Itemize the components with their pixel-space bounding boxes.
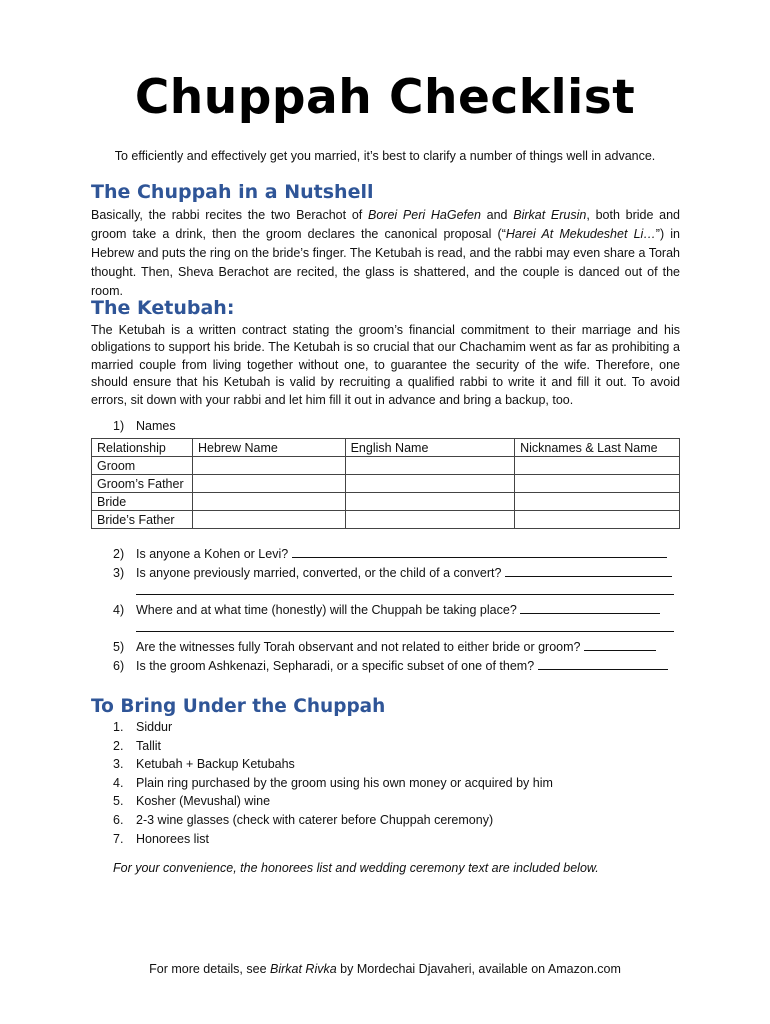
footer-book-title: Birkat Rivka	[270, 962, 337, 976]
row-label: Bride’s Father	[92, 511, 193, 529]
table-row	[92, 493, 680, 511]
nutshell-text-2: , both bride and groom take a drink, then the groom declares the canonical proposal (“	[91, 208, 681, 241]
list-item	[91, 776, 680, 795]
nickname-field[interactable]	[515, 511, 680, 529]
question-item	[91, 547, 680, 566]
names-label: Names	[136, 419, 176, 433]
list-text: Tallit	[136, 738, 162, 753]
nickname-field[interactable]	[515, 457, 680, 475]
nutshell-italic-erusin: Birkat Erusin	[513, 208, 587, 222]
nutshell-paragraph	[91, 206, 680, 301]
question-item	[91, 566, 680, 585]
page-title: Chuppah Checklist	[134, 70, 636, 125]
nutshell-text-3: ”) in Hebrew and puts the ring on the bride’s finger. The Ketubah is read, and the rabbi may even share a Torah thought. Then, Sheva Berachot are recited, the glass is shattered, and the couple is danced out of the room.	[91, 227, 680, 298]
nutshell-text-and: and	[480, 208, 514, 222]
nickname-field[interactable]	[515, 475, 680, 493]
hebrew-name-field[interactable]	[192, 475, 345, 493]
list-text: Honorees list	[136, 831, 209, 846]
header-hebrew-name: Hebrew Name	[192, 439, 345, 457]
english-name-field[interactable]	[345, 511, 515, 529]
list-number: 4.	[113, 775, 124, 790]
list-item	[91, 757, 680, 776]
hebrew-name-field[interactable]	[192, 511, 345, 529]
question-line	[136, 566, 672, 580]
header-nicknames: Nicknames & Last Name	[515, 439, 680, 457]
question-number: 3)	[113, 565, 125, 580]
question-text: Is the groom Ashkenazi, Sepharadi, or a specific subset of one of them?	[136, 658, 535, 673]
list-text: Kosher (Mevushal) wine	[136, 794, 271, 809]
question-continuation	[91, 621, 680, 640]
question-item	[91, 659, 680, 678]
table-row	[92, 511, 680, 529]
list-item	[91, 720, 680, 739]
footer-prefix: For more details, see	[149, 962, 270, 976]
question-number: 2)	[113, 547, 125, 561]
question-item	[91, 640, 680, 659]
nutshell-italic-harei: Harei At Mekudeshet Li…	[505, 227, 656, 241]
english-name-field[interactable]	[345, 475, 515, 493]
list-number: 2.	[113, 738, 124, 753]
list-number: 7.	[113, 831, 124, 846]
list-item	[91, 794, 680, 813]
answer-blank[interactable]	[520, 603, 660, 614]
answer-blank[interactable]	[538, 659, 668, 670]
hebrew-name-field[interactable]	[192, 457, 345, 475]
row-label: Bride	[92, 493, 193, 511]
ketubah-paragraph	[91, 322, 680, 409]
list-number: 6.	[113, 812, 124, 827]
question-number: 6)	[113, 658, 125, 673]
list-number: 1.	[113, 720, 124, 734]
question-text: Is anyone previously married, converted, or the child of a convert?	[136, 565, 502, 580]
list-number: 3.	[113, 757, 124, 772]
hebrew-name-field[interactable]	[192, 493, 345, 511]
names-item	[91, 419, 680, 438]
question-line	[136, 603, 660, 617]
list-text: Siddur	[136, 720, 173, 734]
bring-list	[91, 720, 680, 850]
list-item	[91, 813, 680, 832]
list-text: Ketubah + Backup Ketubahs	[136, 757, 295, 772]
footer	[0, 962, 770, 976]
table-row	[92, 457, 680, 475]
question-text: Are the witnesses fully Torah observant and not related to either bride or groom?	[136, 639, 581, 654]
list-text: 2-3 wine glasses (check with caterer before Chuppah ceremony)	[136, 812, 494, 827]
names-table-header	[92, 439, 680, 457]
nutshell-heading: The Chuppah in a Nutshell	[91, 181, 374, 203]
ketubah-heading: The Ketubah:	[91, 297, 235, 319]
ketubah-text: The Ketubah is a written contract stating the groom’s financial commitment to their marriage and his obligations to support his bride. The Ketubah is so crucial that our Chachamim went as far as prohibiting a married couple from living together without one, to guarantee the security of the wife. Therefore, one should ensure that his Ketubah is valid by recruiting a qualified rabbi to write it and fill it out. To avoid errors, sit down with your rabbi and let him fill it out in advance and bring a backup, too.	[91, 323, 680, 407]
english-name-field[interactable]	[345, 493, 515, 511]
names-number: 1)	[113, 419, 125, 433]
question-text: Is anyone a Kohen or Levi?	[136, 547, 289, 561]
answer-blank[interactable]	[292, 547, 667, 558]
english-name-field[interactable]	[345, 457, 515, 475]
convenience-note: For your convenience, the honorees list and wedding ceremony text are included below.	[113, 861, 599, 875]
answer-blank[interactable]	[136, 621, 674, 632]
list-item	[91, 832, 680, 851]
row-label: Groom’s Father	[92, 475, 193, 493]
question-text: Where and at what time (honestly) will the Chuppah be taking place?	[136, 602, 517, 617]
table-row	[92, 475, 680, 493]
list-item	[91, 739, 680, 758]
row-label: Groom	[92, 457, 193, 475]
question-line	[136, 640, 656, 654]
header-relationship: Relationship	[92, 439, 193, 457]
footer-suffix: by Mordechai Djavaheri, available on Amazon.com	[336, 962, 621, 976]
list-number: 5.	[113, 794, 124, 809]
bring-heading: To Bring Under the Chuppah	[91, 696, 386, 717]
answer-blank[interactable]	[584, 640, 656, 651]
nickname-field[interactable]	[515, 493, 680, 511]
question-line	[136, 659, 668, 673]
question-list	[91, 547, 680, 677]
header-english-name: English Name	[345, 439, 515, 457]
question-number: 4)	[113, 602, 125, 617]
question-continuation	[91, 584, 680, 603]
question-item	[91, 603, 680, 622]
nutshell-text-1: Basically, the rabbi recites the two Berachot of	[91, 208, 368, 222]
question-number: 5)	[113, 639, 125, 654]
names-table	[91, 438, 680, 529]
list-text: Plain ring purchased by the groom using his own money or acquired by him	[136, 775, 553, 790]
answer-blank[interactable]	[505, 566, 672, 577]
subtitle: To efficiently and effectively get you married, it’s best to clarify a number of things well in advance.	[114, 149, 656, 163]
nutshell-italic-borei: Borei Peri HaGefen	[368, 208, 481, 222]
answer-blank[interactable]	[136, 584, 674, 595]
question-line	[136, 547, 667, 561]
